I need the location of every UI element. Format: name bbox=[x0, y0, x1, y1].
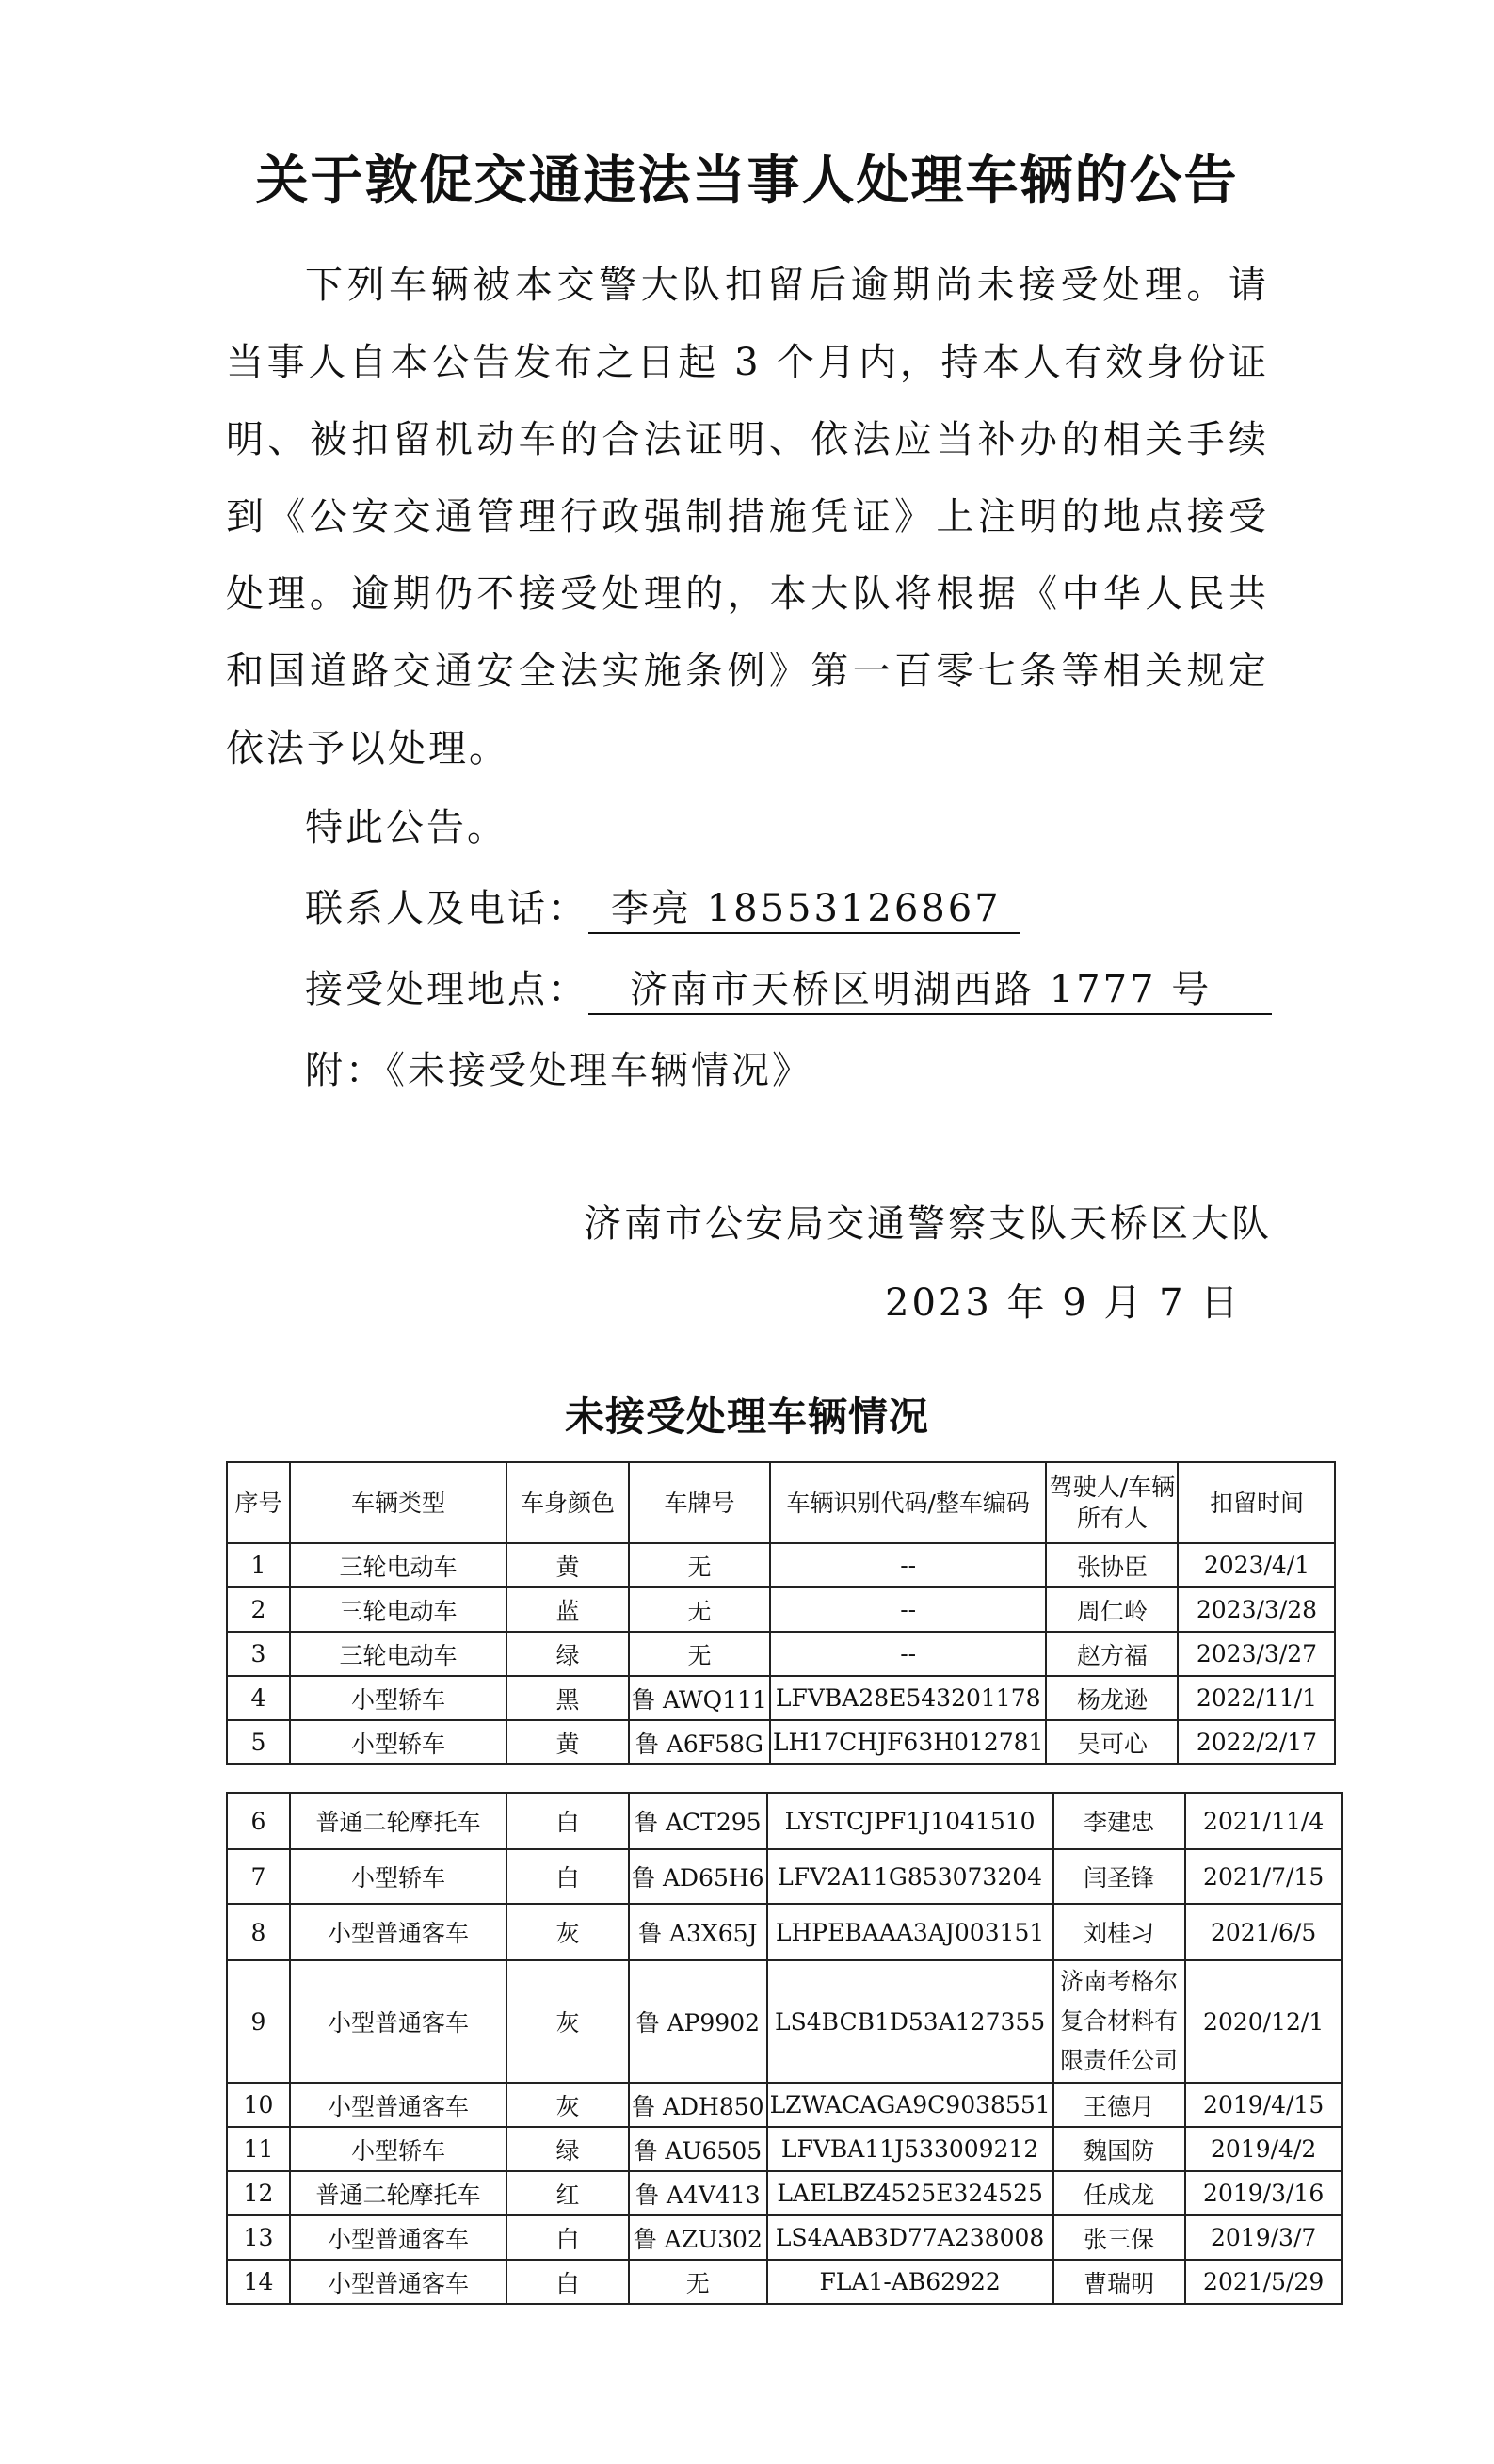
cell-owner: 张协臣 bbox=[1046, 1543, 1178, 1587]
cell-type: 小型普通客车 bbox=[290, 2083, 506, 2127]
cell-no: 6 bbox=[227, 1793, 290, 1849]
table-row bbox=[227, 2083, 1342, 2127]
cell-no: 14 bbox=[227, 2260, 290, 2304]
table-row bbox=[227, 2127, 1342, 2171]
cell-color: 绿 bbox=[506, 1632, 629, 1676]
table-row bbox=[227, 1632, 1335, 1676]
cell-color: 黑 bbox=[506, 1676, 629, 1720]
cell-color: 黄 bbox=[506, 1720, 629, 1764]
cell-vin: LFV2A11G853073204 bbox=[767, 1849, 1053, 1904]
cell-time: 2019/3/16 bbox=[1185, 2171, 1342, 2215]
cell-owner: 赵方福 bbox=[1046, 1632, 1178, 1676]
cell-vin: LZWACAGA9C9038551 bbox=[767, 2083, 1053, 2127]
cell-time: 2021/7/15 bbox=[1185, 1849, 1342, 1904]
location-label: 接受处理地点： bbox=[305, 968, 588, 1011]
cell-color: 绿 bbox=[506, 2127, 629, 2171]
cell-time: 2022/11/1 bbox=[1178, 1676, 1335, 1720]
cell-no: 3 bbox=[227, 1632, 290, 1676]
cell-type: 小型轿车 bbox=[290, 1720, 506, 1764]
cell-vin: LS4BCB1D53A127355 bbox=[767, 1960, 1053, 2083]
cell-owner: 吴可心 bbox=[1046, 1720, 1178, 1764]
vehicle-table-part-1 bbox=[226, 1461, 1336, 1765]
cell-plate: 鲁 A4V413 bbox=[629, 2171, 767, 2215]
cell-plate: 无 bbox=[629, 2260, 767, 2304]
cell-vin: LH17CHJF63H012781 bbox=[770, 1720, 1047, 1764]
cell-plate: 鲁 A6F58G bbox=[629, 1720, 770, 1764]
cell-plate: 鲁 AU6505 bbox=[629, 2127, 767, 2171]
header-owner: 驾驶人/车辆所有人 bbox=[1046, 1462, 1178, 1543]
cell-time: 2022/2/17 bbox=[1178, 1720, 1335, 1764]
cell-owner: 张三保 bbox=[1053, 2215, 1185, 2260]
cell-owner: 济南考格尔复合材料有限责任公司 bbox=[1053, 1960, 1185, 2083]
table-row bbox=[227, 1587, 1335, 1632]
cell-vin: LFVBA28E543201178 bbox=[770, 1676, 1047, 1720]
cell-color: 白 bbox=[506, 1849, 629, 1904]
special-notice-line: 特此公告。 bbox=[305, 806, 507, 849]
table-row bbox=[227, 2171, 1342, 2215]
cell-type: 小型轿车 bbox=[290, 1676, 506, 1720]
cell-plate: 鲁 AP9902 bbox=[629, 1960, 767, 2083]
cell-no: 2 bbox=[227, 1587, 290, 1632]
cell-owner: 杨龙逊 bbox=[1046, 1676, 1178, 1720]
cell-color: 灰 bbox=[506, 1960, 629, 2083]
contact-label: 联系人及电话： bbox=[305, 887, 588, 930]
cell-time: 2021/5/29 bbox=[1185, 2260, 1342, 2304]
header-color: 车身颜色 bbox=[506, 1462, 629, 1543]
cell-owner: 曹瑞明 bbox=[1053, 2260, 1185, 2304]
cell-plate: 鲁 AD65H6 bbox=[629, 1849, 767, 1904]
cell-type: 小型普通客车 bbox=[290, 1904, 506, 1960]
cell-vin: LYSTCJPF1J1041510 bbox=[767, 1793, 1053, 1849]
cell-plate: 鲁 ACT295 bbox=[629, 1793, 767, 1849]
cell-no: 1 bbox=[227, 1543, 290, 1587]
cell-type: 普通二轮摩托车 bbox=[290, 2171, 506, 2215]
location-line bbox=[305, 959, 1272, 1015]
cell-no: 9 bbox=[227, 1960, 290, 2083]
table-row bbox=[227, 2260, 1342, 2304]
cell-vin: -- bbox=[770, 1543, 1047, 1587]
table-row bbox=[227, 1849, 1342, 1904]
cell-no: 12 bbox=[227, 2171, 290, 2215]
cell-plate: 无 bbox=[629, 1543, 770, 1587]
attachment-line: 附：《未接受处理车辆情况》 bbox=[305, 1049, 812, 1092]
header-time: 扣留时间 bbox=[1178, 1462, 1335, 1543]
cell-type: 小型轿车 bbox=[290, 2127, 506, 2171]
cell-no: 5 bbox=[227, 1720, 290, 1764]
table-row bbox=[227, 1676, 1335, 1720]
cell-color: 白 bbox=[506, 2215, 629, 2260]
cell-owner: 闫圣锋 bbox=[1053, 1849, 1185, 1904]
table-row bbox=[227, 1904, 1342, 1960]
table-row bbox=[227, 1720, 1335, 1764]
cell-type: 普通二轮摩托车 bbox=[290, 1793, 506, 1849]
cell-vin: LFVBA11J533009212 bbox=[767, 2127, 1053, 2171]
cell-vin: LS4AAB3D77A238008 bbox=[767, 2215, 1053, 2260]
cell-no: 4 bbox=[227, 1676, 290, 1720]
table-row bbox=[227, 1793, 1342, 1849]
vehicle-table-part-2 bbox=[226, 1792, 1343, 2305]
cell-time: 2019/4/2 bbox=[1185, 2127, 1342, 2171]
cell-time: 2021/6/5 bbox=[1185, 1904, 1342, 1960]
cell-type: 小型普通客车 bbox=[290, 2215, 506, 2260]
cell-color: 灰 bbox=[506, 2083, 629, 2127]
cell-plate: 鲁 AWQ111 bbox=[629, 1676, 770, 1720]
cell-vin: LAELBZ4525E324525 bbox=[767, 2171, 1053, 2215]
header-plate: 车牌号 bbox=[629, 1462, 770, 1543]
cell-no: 11 bbox=[227, 2127, 290, 2171]
contact-line bbox=[305, 878, 1020, 934]
cell-color: 白 bbox=[506, 2260, 629, 2304]
table-header-row bbox=[227, 1462, 1335, 1543]
cell-time: 2023/3/27 bbox=[1178, 1632, 1335, 1676]
location-value: 济南市天桥区明湖西路 1777 号 bbox=[588, 966, 1272, 1015]
cell-type: 三轮电动车 bbox=[290, 1632, 506, 1676]
cell-time: 2020/12/1 bbox=[1185, 1960, 1342, 2083]
cell-owner: 刘桂习 bbox=[1053, 1904, 1185, 1960]
cell-no: 7 bbox=[227, 1849, 290, 1904]
cell-no: 10 bbox=[227, 2083, 290, 2127]
cell-owner: 魏国防 bbox=[1053, 2127, 1185, 2171]
cell-owner: 王德月 bbox=[1053, 2083, 1185, 2127]
cell-type: 小型普通客车 bbox=[290, 1960, 506, 2083]
cell-plate: 无 bbox=[629, 1632, 770, 1676]
cell-vin: -- bbox=[770, 1632, 1047, 1676]
cell-type: 三轮电动车 bbox=[290, 1543, 506, 1587]
cell-plate: 鲁 ADH850 bbox=[629, 2083, 767, 2127]
cell-type: 小型普通客车 bbox=[290, 2260, 506, 2304]
contact-value: 李亮 18553126867 bbox=[588, 885, 1020, 934]
cell-vin: -- bbox=[770, 1587, 1047, 1632]
cell-color: 红 bbox=[506, 2171, 629, 2215]
vehicle-table-title: 未接受处理车辆情况 bbox=[564, 1393, 929, 1440]
cell-owner: 李建忠 bbox=[1053, 1793, 1185, 1849]
issue-date: 2023 年 9 月 7 日 bbox=[885, 1281, 1242, 1325]
table-row bbox=[227, 1543, 1335, 1587]
cell-time: 2023/3/28 bbox=[1178, 1587, 1335, 1632]
cell-plate: 鲁 A3X65J bbox=[629, 1904, 767, 1960]
header-type: 车辆类型 bbox=[290, 1462, 506, 1543]
cell-time: 2019/4/15 bbox=[1185, 2083, 1342, 2127]
cell-color: 白 bbox=[506, 1793, 629, 1849]
header-vin: 车辆识别代码/整车编码 bbox=[770, 1462, 1047, 1543]
notice-body: 下列车辆被本交警大队扣留后逾期尚未接受处理。请当事人自本公告发布之日起 3 个月内，持本人有效身份证明、被扣留机动车的合法证明、依法应当补办的相关手续到《公安交通管理行政强制措施凭证》上注明的地点接受处理。逾期仍不接受处理的，本大队将根据《中华人民共和国道路交通安全法实施条例》第一百零七条等相关规定依法予以处理。 bbox=[226, 264, 1269, 770]
table-row bbox=[227, 1960, 1342, 2083]
cell-plate: 鲁 AZU302 bbox=[629, 2215, 767, 2260]
cell-no: 8 bbox=[227, 1904, 290, 1960]
cell-type: 三轮电动车 bbox=[290, 1587, 506, 1632]
cell-time: 2021/11/4 bbox=[1185, 1793, 1342, 1849]
cell-vin: LHPEBAAA3AJ003151 bbox=[767, 1904, 1053, 1960]
table-row bbox=[227, 2215, 1342, 2260]
cell-time: 2019/3/7 bbox=[1185, 2215, 1342, 2260]
cell-plate: 无 bbox=[629, 1587, 770, 1632]
cell-no: 13 bbox=[227, 2215, 290, 2260]
cell-type: 小型轿车 bbox=[290, 1849, 506, 1904]
cell-color: 灰 bbox=[506, 1904, 629, 1960]
cell-color: 蓝 bbox=[506, 1587, 629, 1632]
issuer-name: 济南市公安局交通警察支队天桥区大队 bbox=[584, 1202, 1272, 1246]
cell-owner: 任成龙 bbox=[1053, 2171, 1185, 2215]
cell-vin: FLA1-AB62922 bbox=[767, 2260, 1053, 2304]
cell-time: 2023/4/1 bbox=[1178, 1543, 1335, 1587]
notice-title: 关于敦促交通违法当事人处理车辆的公告 bbox=[255, 150, 1239, 212]
cell-owner: 周仁岭 bbox=[1046, 1587, 1178, 1632]
header-no: 序号 bbox=[227, 1462, 290, 1543]
cell-color: 黄 bbox=[506, 1543, 629, 1587]
